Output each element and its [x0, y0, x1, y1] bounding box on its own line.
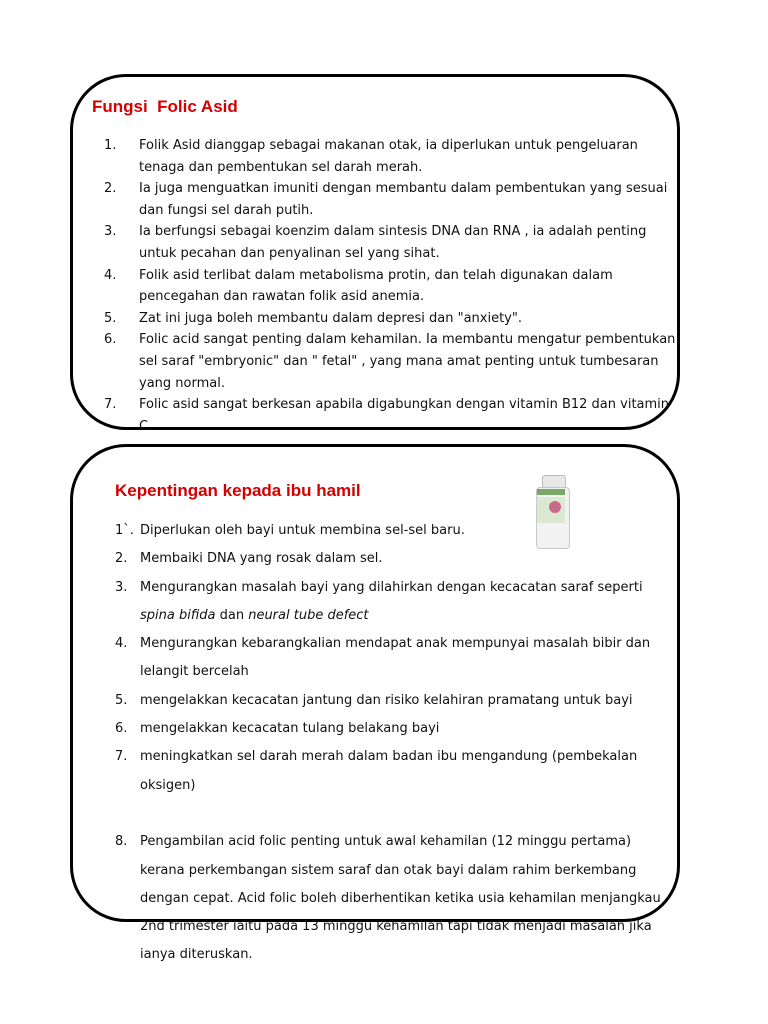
item-text: meningkatkan sel darah merah dalam badan ibu mengandung (pembekalan oksigen): [140, 749, 638, 793]
item-number: 8.: [115, 834, 128, 850]
item-number: 6.: [104, 332, 117, 348]
item-text: Folic acid sangat penting dalam kehamilan. Ia membantu mengatur pembentukan sel saraf "embryonic" dan " fetal" , yang mana amat penting untuk tumbesaran yang normal.: [139, 332, 676, 391]
list-item: [104, 265, 676, 308]
item-number: 5.: [115, 692, 128, 708]
item-number: 3.: [104, 224, 117, 240]
card-title-functions: Fungsi Folic Asid: [92, 97, 238, 116]
list-item: [115, 687, 667, 715]
item-number: 7.: [104, 397, 117, 413]
list-item: [104, 394, 676, 437]
list-item: [104, 178, 676, 221]
list-item: [115, 715, 667, 743]
importance-list: [115, 517, 667, 970]
item-number: 2.: [115, 551, 128, 567]
item-number: 4.: [104, 267, 117, 283]
item-text: Zat ini juga boleh membantu dalam depresi dan "anxiety".: [139, 310, 522, 326]
item-text: Folik Asid dianggap sebagai makanan otak, ia diperlukan untuk pengeluaran tenaga dan pembentukan sel darah merah.: [139, 138, 638, 175]
list-item: [115, 828, 667, 969]
item-number: 7.: [115, 749, 128, 765]
item-number: 1.: [104, 138, 117, 153]
item-text: Diperlukan oleh bayi untuk membina sel-sel baru.: [140, 523, 465, 538]
item-number: 2.: [104, 181, 117, 197]
list-item: [115, 545, 667, 573]
list-item: [104, 308, 676, 330]
list-item: [115, 517, 667, 545]
item-text: Membaiki DNA yang rosak dalam sel.: [140, 551, 383, 567]
item-text-conjunction: dan: [215, 607, 249, 623]
list-item: [115, 630, 667, 687]
item-text: Ia juga menguatkan imuniti dengan membantu dalam pembentukan yang sesuai dan fungsi sel darah putih.: [139, 181, 668, 218]
item-text: mengelakkan kecacatan jantung dan risiko kelahiran pramatang untuk bayi: [140, 692, 633, 708]
functions-list: [104, 135, 676, 437]
item-text: mengelakkan kecacatan tulang belakang bayi: [140, 721, 440, 737]
flower-graphic: [549, 501, 561, 513]
item-text: Pengambilan acid folic penting untuk awal kehamilan (12 minggu pertama) kerana perkembangan sistem saraf dan otak bayi dalam rahim berkembang dengan cepat. Acid folic boleh diberhentikan ketika usia kehamilan menjangkau 2nd trimester iaitu pada 13 minggu kehamilan tapi tidak menjadi masalah jika ianya diteruskan.: [140, 834, 661, 963]
item-number: 3.: [115, 579, 128, 595]
list-item: [115, 743, 667, 800]
item-text: Mengurangkan kebarangkalian mendapat anak mempunyai masalah bibir dan lelangit bercelah: [140, 636, 651, 680]
list-spacer: [115, 800, 667, 828]
item-number: 4.: [115, 636, 128, 652]
pregnancy-importance-card: [70, 444, 680, 963]
list-item: [104, 329, 676, 394]
item-text: Folic asid sangat berkesan apabila digabungkan dengan vitamin B12 dan vitamin C.: [139, 397, 670, 434]
bottle-label-band: [537, 489, 565, 495]
folic-acid-functions-card: [70, 74, 680, 434]
list-item: [104, 135, 676, 178]
italic-term: spina bifida: [140, 607, 216, 623]
italic-term: neural tube defect: [248, 607, 369, 623]
item-text: Folik asid terlibat dalam metabolisma protin, dan telah digunakan dalam pencegahan dan rawatan folik asid anemia.: [139, 267, 613, 305]
list-item: [104, 221, 676, 264]
item-text: Mengurangkan masalah bayi yang dilahirkan dengan kecacatan saraf seperti: [140, 579, 643, 595]
item-text: Ia berfungsi sebagai koenzim dalam sintesis DNA dan RNA , ia adalah penting untuk pecahan dan penyalinan sel yang sihat.: [139, 224, 647, 261]
card-title-importance: Kepentingan kepada ibu hamil: [115, 481, 361, 500]
item-number: 5.: [104, 310, 117, 326]
list-item: [115, 574, 667, 631]
item-number: 1`.: [115, 523, 134, 538]
item-number: 6.: [115, 721, 128, 737]
